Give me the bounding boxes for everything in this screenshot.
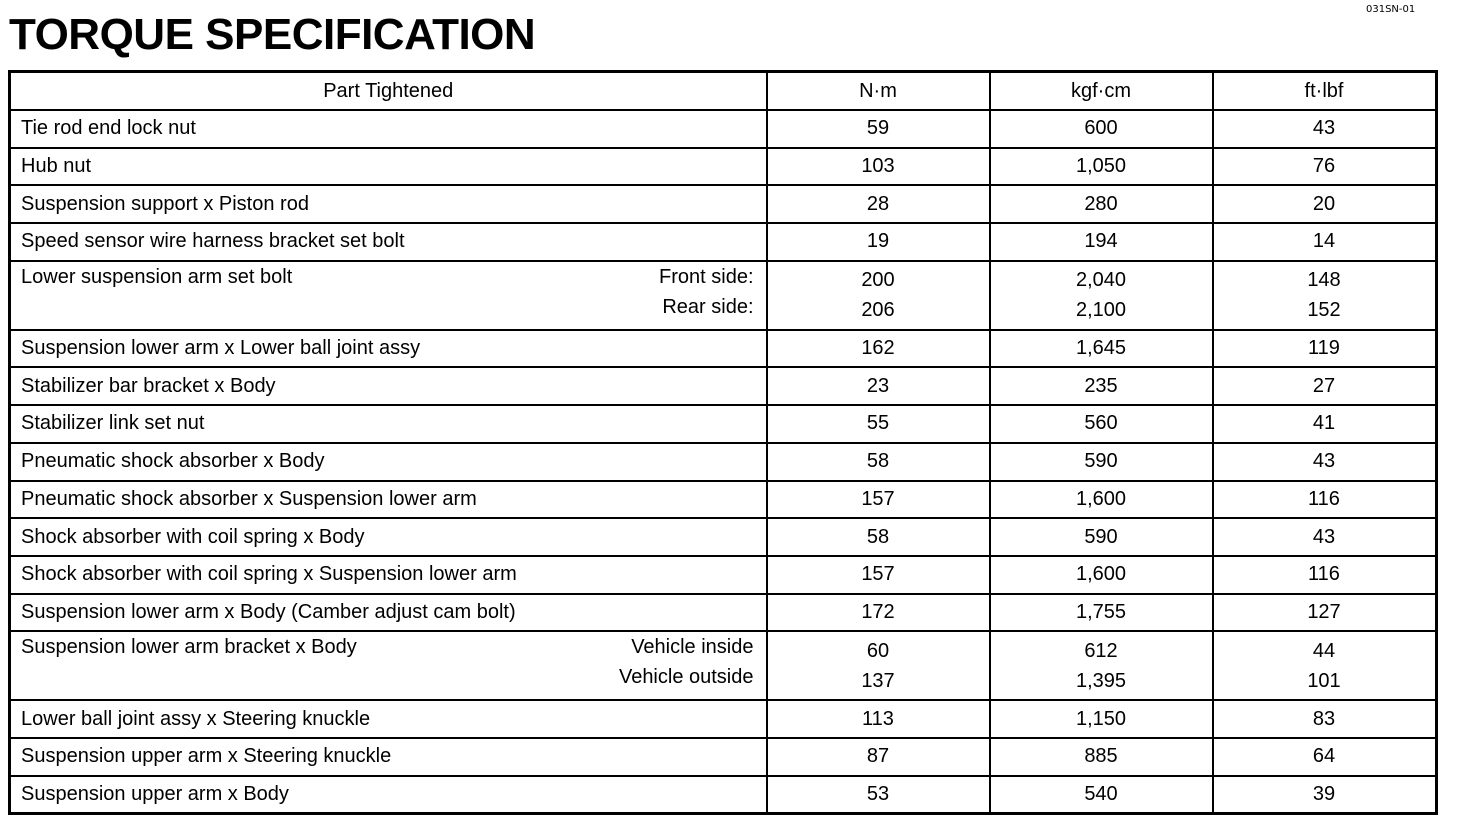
ft-value: 43 [1213,110,1437,148]
part-name: Lower ball joint assy x Steering knuckle [10,700,767,738]
table-row [10,481,1437,519]
part-name: Tie rod end lock nut [10,110,767,148]
ft-value: 83 [1213,700,1437,738]
kgf-value: 540 [990,776,1213,814]
nm-value: 19 [767,223,990,261]
kgf-value: 1,150 [990,700,1213,738]
ft-value: 64 [1213,738,1437,776]
ft-value: 127 [1213,594,1437,632]
header-nm: N·m [767,72,990,111]
table-row [10,631,1437,700]
kgf-cell [990,261,1213,330]
part-name: Suspension lower arm x Body (Camber adjust cam bolt) [10,594,767,632]
ft-value: 43 [1213,443,1437,481]
nm-value: 157 [767,556,990,594]
nm-value: 58 [767,518,990,556]
part-name: Stabilizer bar bracket x Body [10,367,767,405]
part-name: Suspension support x Piston rod [10,185,767,223]
table-row [10,700,1437,738]
nm-cell [767,631,990,700]
nm-cell [767,261,990,330]
nm-value: 157 [767,481,990,519]
nm-value: 23 [767,367,990,405]
part-condition: Rear side: [662,295,754,318]
part-name: Lower suspension arm set bolt [21,265,293,288]
kgf-value: 2,040 [1075,269,1127,292]
part-name: Suspension lower arm x Lower ball joint assy [10,330,767,368]
header-kgfcm: kgf·cm [990,72,1213,111]
kgf-value: 1,600 [990,481,1213,519]
kgf-cell [990,631,1213,700]
kgf-value: 560 [990,405,1213,443]
table-row [10,367,1437,405]
table-row [10,330,1437,368]
document-code: 031SN-01 [1366,4,1416,15]
nm-value: 162 [767,330,990,368]
kgf-value: 1,395 [1075,669,1127,692]
header-part: Part Tightened [10,72,767,111]
kgf-value: 1,600 [990,556,1213,594]
nm-value: 55 [767,405,990,443]
part-condition: Vehicle inside [631,636,754,659]
nm-value: 137 [861,669,895,692]
page-title: TORQUE SPECIFICATION [9,10,536,59]
nm-value: 206 [861,299,895,322]
part-name: Hub nut [10,148,767,186]
ft-value: 148 [1307,269,1341,292]
kgf-value: 612 [1084,639,1118,662]
table-row [10,594,1437,632]
kgf-value: 280 [990,185,1213,223]
part-name: Suspension upper arm x Steering knuckle [10,738,767,776]
nm-value: 87 [767,738,990,776]
nm-value: 53 [767,776,990,814]
part-name: Pneumatic shock absorber x Suspension lower arm [10,481,767,519]
part-name: Suspension lower arm bracket x Body [21,636,357,659]
kgf-value: 194 [990,223,1213,261]
part-name: Shock absorber with coil spring x Body [10,518,767,556]
nm-value: 113 [767,700,990,738]
ft-value: 20 [1213,185,1437,223]
kgf-value: 590 [990,443,1213,481]
part-name: Speed sensor wire harness bracket set bolt [10,223,767,261]
header-row [10,72,1437,111]
kgf-value: 1,050 [990,148,1213,186]
nm-value: 60 [866,639,890,662]
nm-value: 28 [767,185,990,223]
nm-value: 103 [767,148,990,186]
ft-value: 152 [1307,299,1341,322]
ft-value: 116 [1213,481,1437,519]
ft-value: 39 [1213,776,1437,814]
kgf-value: 1,645 [990,330,1213,368]
torque-table [8,70,1438,815]
part-name: Suspension upper arm x Body [10,776,767,814]
ft-value: 27 [1213,367,1437,405]
kgf-value: 885 [990,738,1213,776]
table-row [10,185,1437,223]
kgf-value: 1,755 [990,594,1213,632]
table-row [10,405,1437,443]
nm-value: 59 [767,110,990,148]
table-row [10,110,1437,148]
nm-value: 58 [767,443,990,481]
ft-value: 41 [1213,405,1437,443]
table-row [10,443,1437,481]
nm-value: 200 [861,269,895,292]
table-row [10,738,1437,776]
ft-value: 119 [1213,330,1437,368]
ft-value: 101 [1307,669,1341,692]
ft-value: 14 [1213,223,1437,261]
ft-cell [1213,631,1437,700]
part-name: Stabilizer link set nut [10,405,767,443]
part-name: Shock absorber with coil spring x Suspension lower arm [10,556,767,594]
kgf-value: 2,100 [1075,299,1127,322]
kgf-value: 600 [990,110,1213,148]
kgf-value: 590 [990,518,1213,556]
header-ftlbf: ft·lbf [1213,72,1437,111]
table-row [10,223,1437,261]
ft-value: 76 [1213,148,1437,186]
kgf-value: 235 [990,367,1213,405]
table-row [10,148,1437,186]
ft-value: 116 [1213,556,1437,594]
table-row [10,261,1437,330]
nm-value: 172 [767,594,990,632]
table-row [10,518,1437,556]
ft-value: 43 [1213,518,1437,556]
table-row [10,776,1437,814]
ft-value: 44 [1312,639,1336,662]
ft-cell [1213,261,1437,330]
part-condition: Vehicle outside [618,666,754,689]
table-row [10,556,1437,594]
part-name: Pneumatic shock absorber x Body [10,443,767,481]
part-condition: Front side: [659,265,754,288]
